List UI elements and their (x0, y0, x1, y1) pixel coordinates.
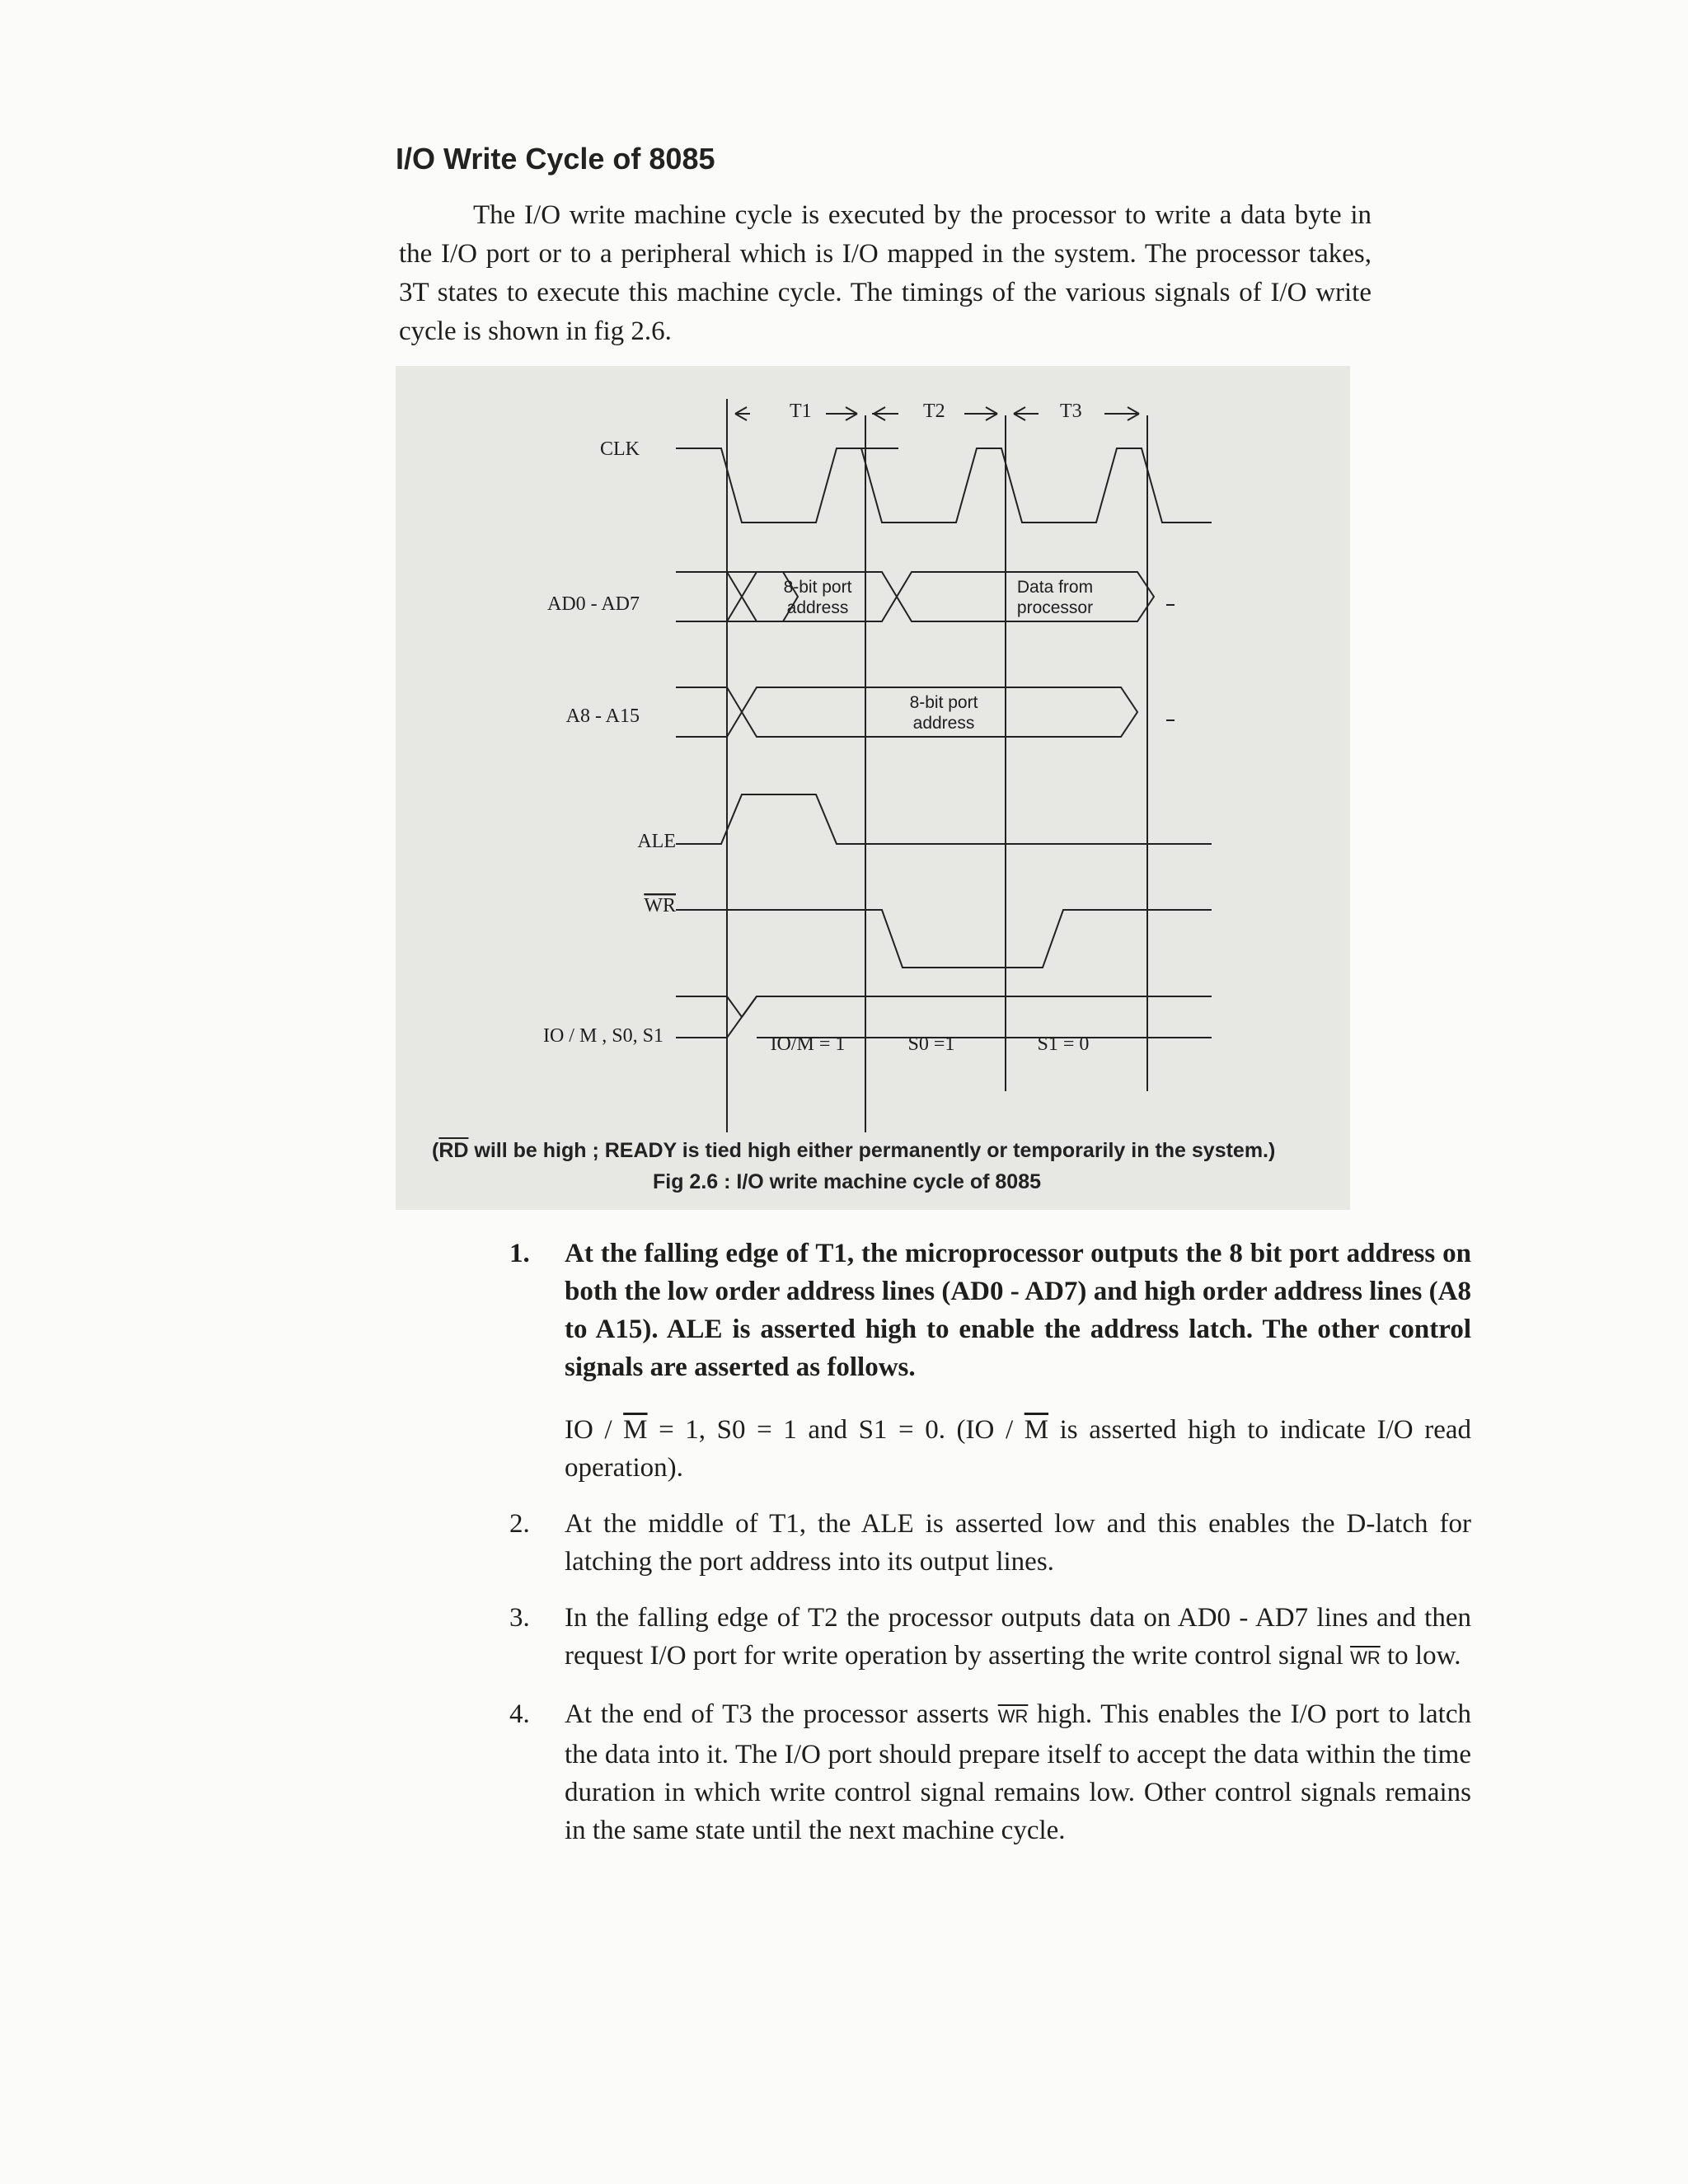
note-open: ( (432, 1139, 439, 1162)
ale-waveform (676, 794, 1212, 844)
arrow-t3-right (1104, 407, 1139, 420)
box-port-addr-high-2: address (912, 714, 975, 733)
box-data-1: Data from (1016, 578, 1094, 597)
a-bus (676, 687, 1137, 737)
timing-diagram-figure (396, 366, 1350, 1210)
signal-ad: AD0 - AD7 (547, 593, 640, 615)
box-port-addr-low-2: address (786, 598, 849, 617)
wr-waveform (676, 910, 1212, 968)
step-4-number: 4. (509, 1699, 530, 1729)
step-2-number: 2. (509, 1509, 530, 1539)
note-text: will be high ; READY is tied high either permanently or temporarily in the system.) (468, 1139, 1276, 1162)
status-edge (742, 996, 757, 1017)
signal-ale: ALE (637, 831, 676, 852)
label-t1: T1 (790, 401, 812, 422)
label-t3: T3 (1060, 401, 1082, 422)
box-port-addr-high-1: 8-bit port (909, 693, 978, 712)
step-4-wr: $\overline{WR}$ (997, 1706, 1029, 1727)
figure-note (432, 1139, 1339, 1163)
clk-waveform (676, 448, 1212, 523)
step-4 (486, 1695, 1471, 1849)
box-port-addr-low-1: 8-bit port (783, 578, 852, 597)
signal-clk: CLK (600, 438, 640, 460)
arrow-t2-left (872, 407, 898, 420)
page-heading: I/O Write Cycle of 8085 (396, 142, 715, 176)
arrow-t2-right (964, 407, 997, 420)
step-2 (486, 1505, 1471, 1581)
step-1-text: At the falling edge of T1, the microprocessor outputs the 8 bit port address on both the low order address lines (AD0 - AD7) and high order address lines (A8 to A15). ALE is asserted high to enable the address latch. The other control signals are asserted as follows. (565, 1239, 1471, 1382)
intro-paragraph (399, 196, 1372, 351)
status-bus (676, 996, 1212, 1038)
intro-text: The I/O write machine cycle is executed by the processor to write a data byte in the I/O port or to a peripheral which is I/O mapped in the system. The processor takes, 3T states to execute this machine cycle. The timings of the various signals of I/O write cycle is shown in fig 2.6. (399, 200, 1372, 346)
step-3-wr: $\overline{WR}$ (1350, 1647, 1381, 1668)
step-1-number: 1. (509, 1239, 530, 1268)
status-line-m: $\overline{M}$ (623, 1415, 648, 1445)
figure-caption: Fig 2.6 : I/O write machine cycle of 8085 (653, 1170, 1042, 1193)
box-iom: IO/M = 1 (770, 1033, 846, 1055)
step-1 (486, 1235, 1471, 1386)
label-t2: T2 (923, 401, 945, 422)
step-3-number: 3. (509, 1603, 530, 1633)
status-line-m2: $\overline{M}$ (1024, 1415, 1049, 1445)
signal-status: IO / M , S0, S1 (542, 1025, 663, 1047)
step-1-status-line (486, 1411, 1471, 1487)
timing-diagram (396, 366, 1350, 1210)
step-3 (486, 1599, 1471, 1677)
steps-list (486, 1235, 1471, 1868)
status-line-c: is asserted high to indicate I/O read operation). (565, 1415, 1471, 1483)
step-3-text-a: In the falling edge of T2 the processor outputs data on AD0 - AD7 lines and then request I/O port for write operation by asserting the write control signal (565, 1603, 1471, 1671)
status-line-b: = 1, S0 = 1 and S1 = 0. (IO / (647, 1415, 1025, 1445)
box-data-2: processor (1016, 598, 1094, 617)
step-4-text-b: high. This enables the I/O port to latch the data into it. The I/O port should prepare itself to accept the data within the time duration in which write control signal remains low. Other control signals remains in the same state until the next machine cycle. (565, 1699, 1471, 1845)
signal-a: A8 - A15 (565, 705, 640, 727)
step-4-text-a: At the end of T3 the processor asserts (565, 1699, 998, 1729)
step-3-text-b: to low. (1380, 1641, 1461, 1671)
box-s1: S1 = 0 (1037, 1033, 1090, 1055)
arrow-t1-left (735, 407, 750, 420)
arrow-t1-right (826, 407, 857, 420)
note-rd: $\overline{RD}$ (438, 1139, 469, 1162)
status-line-a: IO / (565, 1415, 624, 1445)
arrow-t3-left (1014, 407, 1039, 420)
step-2-text: At the middle of T1, the ALE is asserted low and this enables the D-latch for latching the port address into its output lines. (565, 1509, 1471, 1577)
box-s0: S0 =1 (907, 1033, 955, 1055)
signal-wr: WR (644, 895, 676, 916)
